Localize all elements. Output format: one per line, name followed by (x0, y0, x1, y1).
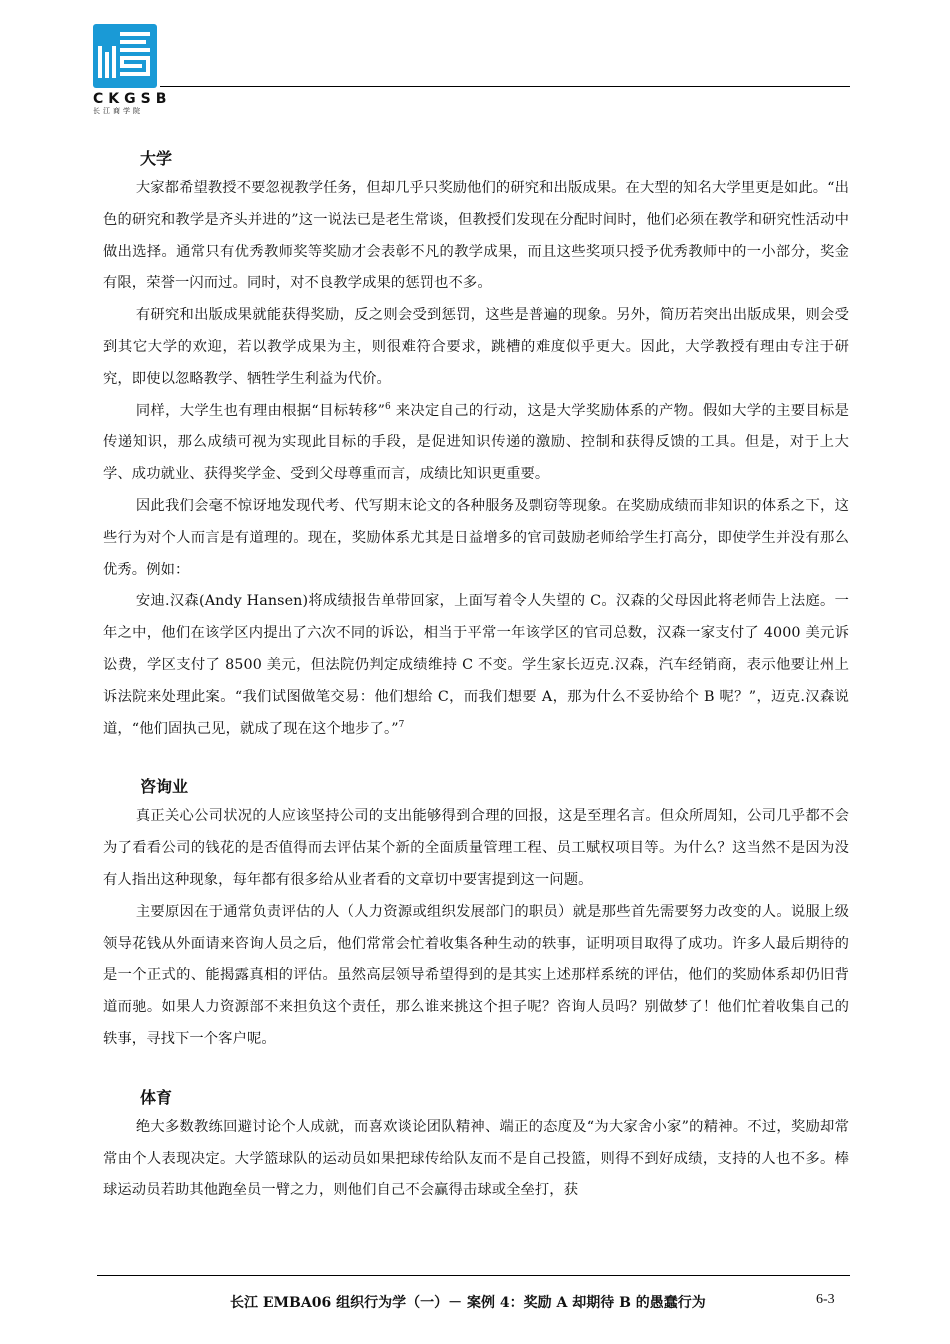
paragraph: 大家都希望教授不要忽视教学任务，但却几乎只奖励他们的研究和出版成果。在大型的知名大学里更是如此。“出色的研究和教学是齐头并进的”这一说法已是老生常谈，但教授们发现在分配时间时，他们必须在教学和研究性活动中做出选择。通常只有优秀教师奖等奖励才会表彰不凡的教学成果，而且这些奖项只授予优秀教师中的一小部分，奖金有限，荣誉一闪而过。同时，对不良教学成果的惩罚也不多。 (103, 180, 849, 292)
section-spacer (103, 1056, 849, 1087)
section-consulting (103, 776, 849, 1055)
section-heading: 咨询业 (140, 777, 189, 797)
section-spacer (103, 745, 849, 776)
section-sports (103, 1087, 849, 1207)
logo-english-text: CKGSB (93, 91, 172, 107)
paragraph-text: 同样，大学生也有理由根据“目标转移” (135, 402, 385, 419)
section-university (103, 148, 849, 745)
page-number: 6-3 (816, 1292, 835, 1307)
footer-title: 长江 EMBA06 组织行为学（一）－ 案例 4：奖励 A 却期待 B 的愚蠢行为 (230, 1295, 706, 1311)
paragraph-text: 安迪.汉森(Andy Hansen)将成绩报告单带回家，上面写着令人失望的 C。汉森的父母因此将老师告上法庭。一年之中，他们在该学区内提出了六次不同的诉讼，相当于平常一年该学区的官司总数，汉森一家支付了 4000 美元诉讼费，学区支付了 8500 美元，但法院仍判定成绩维持 C 不变。学生家长迈克.汉森，汽车经销商，表示他要让州上诉法院来处理此案。“我们试图做笔交易：他们想给 C，而我们想要 A，那为什么不妥协给个 B 呢？”，迈克.汉森说道，“他们固执己见，就成了现在这个地步了。” (103, 593, 849, 737)
paragraph: 主要原因在于通常负责评估的人（人力资源或组织发展部门的职员）就是那些首先需要努力改变的人。说服上级领导花钱从外面请来咨询人员之后，他们常常会忙着收集各种生动的轶事，证明项目取得了成功。许多人最后期待的是一个正式的、能揭露真相的评估。虽然高层领导希望得到的是其实上述那样系统的评估，他们的奖励体系却仍旧背道而驰。如果人力资源部不来担负这个责任，那么谁来挑这个担子呢？咨询人员吗？别做梦了！他们忙着收集自己的轶事，寻找下一个客户呢。 (103, 903, 849, 1047)
paragraph: 真正关心公司状况的人应该坚持公司的支出能够得到合理的回报，这是至理名言。但众所周知，公司几乎都不会为了看看公司的钱花的是否值得而去评估某个新的全面质量管理工程、员工赋权项目等。为什么？这当然不是因为没有人指出这种现象，每年都有很多给从业者看的文章切中要害提到这一问题。 (103, 808, 849, 888)
paragraph: 绝大多数教练回避讨论个人成就，而喜欢谈论团队精神、端正的态度及“为大家舍小家”的精神。不过，奖励却常常由个人表现决定。大学篮球队的运动员如果把球传给队友而不是自己投篮，则得不到好成绩，支持的人也不多。棒球运动员若助其他跑垒员一臂之力，则他们自己不会赢得击球或全垒打，获 (103, 1118, 849, 1199)
ckgsb-logo-icon (93, 24, 157, 88)
paragraph: 因此我们会毫不惊讶地发现代考、代写期末论文的各种服务及剽窃等现象。在奖励成绩而非知识的体系之下，这些行为对个人而言是有道理的。现在，奖励体系尤其是日益增多的官司鼓励老师给学生打高分，即使学生并没有那么优秀。例如： (103, 497, 849, 578)
footnote-ref: 7 (398, 719, 405, 730)
paragraph (103, 396, 849, 491)
footer-divider (97, 1275, 850, 1276)
document-body (103, 148, 849, 1207)
logo-chinese-text: 长江商学院 (93, 107, 143, 115)
section-heading: 大学 (140, 149, 173, 168)
ckgsb-logo (93, 24, 172, 116)
footnote-ref: 6 (385, 401, 391, 412)
paragraph (103, 586, 849, 745)
header-divider (160, 86, 850, 87)
paragraph: 有研究和出版成果就能获得奖励，反之则会受到惩罚，这些是普遍的现象。另外，简历若突出出版成果，则会受到其它大学的欢迎，若以教学成果为主，则很难符合要求，跳槽的难度似乎更大。因此，大学教授有理由专注于研究，即使以忽略教学、牺牲学生利益为代价。 (103, 307, 849, 387)
section-heading: 体育 (140, 1087, 173, 1107)
paragraph-text-continued: 来决定自己的行动，这是大学奖励体系的产物。假如大学的主要目标是传递知识，那么成绩可视为实现此目标的手段，是促进知识传递的激励、控制和获得反馈的工具。但是，对于上大学、成功就业、获得奖学金、受到父母尊重而言，成绩比知识更重要。 (103, 402, 849, 483)
